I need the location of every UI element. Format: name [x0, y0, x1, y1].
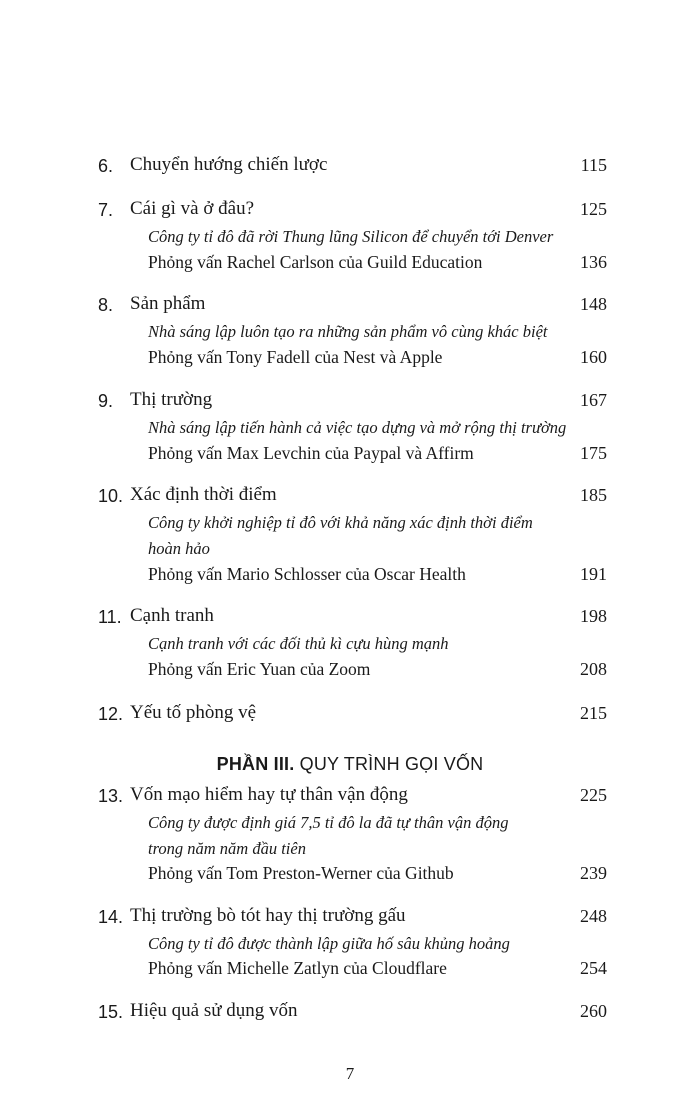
chapter-title: Thị trường bò tót hay thị trường gấu	[130, 905, 406, 926]
chapter-title: Yếu tố phòng vệ	[130, 702, 257, 723]
chapter-subtitle-line: Công ty được định giá 7,5 tỉ đô la đã tự thân vận động	[148, 813, 509, 832]
chapter-subtitle	[0, 837, 700, 863]
chapter-title: Sản phẩm	[130, 293, 206, 314]
chapter-title: Cái gì và ở đâu?	[130, 198, 255, 219]
chapter-page: 215	[580, 703, 607, 723]
chapter-title: Chuyển hướng chiến lược	[130, 154, 328, 175]
part-heading	[0, 754, 700, 775]
interview-title: Phỏng vấn Tony Fadell của Nest và Apple	[148, 347, 443, 367]
chapter-title: Cạnh tranh	[130, 605, 214, 626]
chapter-subtitle	[0, 511, 700, 537]
part-title: QUY TRÌNH GỌI VỐN	[299, 754, 484, 774]
interview-entry	[0, 957, 700, 983]
chapter-subtitle	[0, 632, 700, 658]
chapter-title: Thị trường	[130, 389, 213, 410]
chapter-subtitle	[0, 811, 700, 837]
toc-entry-chapter-14	[0, 905, 700, 931]
page-number: 7	[345, 1064, 355, 1083]
chapter-page: 167	[580, 390, 607, 410]
chapter-subtitle	[0, 225, 700, 251]
interview-entry	[0, 251, 700, 277]
toc-entry-chapter-15	[0, 1000, 700, 1026]
chapter-subtitle-line: Công ty tỉ đô đã rời Thung lũng Silicon để chuyển tới Denver	[148, 227, 554, 246]
chapter-number: 13.	[98, 786, 124, 806]
interview-title: Phỏng vấn Michelle Zatlyn của Cloudflare	[148, 958, 447, 978]
chapter-subtitle-line: Nhà sáng lập tiến hành cả việc tạo dựng và mở rộng thị trường	[148, 418, 567, 437]
interview-title: Phỏng vấn Tom Preston-Werner của Github	[148, 863, 454, 883]
chapter-number: 12.	[98, 704, 124, 724]
chapter-subtitle-line: Công ty khởi nghiệp tỉ đô với khả năng xác định thời điểm	[148, 513, 533, 532]
chapter-number: 7.	[98, 200, 114, 220]
chapter-subtitle	[0, 537, 700, 563]
interview-entry	[0, 442, 700, 468]
chapter-page: 115	[580, 155, 607, 175]
chapter-number: 15.	[98, 1002, 124, 1022]
chapter-number: 8.	[98, 295, 114, 315]
interview-page: 208	[580, 659, 607, 679]
toc-entry-chapter-13	[0, 784, 700, 810]
chapter-subtitle-line: trong năm năm đầu tiên	[148, 839, 306, 858]
interview-page: 239	[580, 863, 607, 883]
toc-entry-chapter-10	[0, 484, 700, 510]
chapter-number: 14.	[98, 907, 124, 927]
interview-title: Phỏng vấn Eric Yuan của Zoom	[148, 659, 371, 679]
chapter-title: Vốn mạo hiểm hay tự thân vận động	[130, 784, 408, 805]
chapter-subtitle	[0, 932, 700, 958]
chapter-page: 225	[580, 785, 607, 805]
chapter-page: 148	[580, 294, 607, 314]
chapter-subtitle-line: Công ty tỉ đô được thành lập giữa hố sâu khủng hoảng	[148, 934, 510, 953]
chapter-page: 198	[580, 606, 607, 626]
interview-page: 136	[580, 252, 607, 272]
interview-entry	[0, 658, 700, 684]
chapter-page: 248	[580, 906, 607, 926]
part-label: PHẦN III.	[216, 754, 295, 774]
interview-title: Phỏng vấn Max Levchin của Paypal và Affirm	[148, 443, 474, 463]
chapter-number: 9.	[98, 391, 114, 411]
chapter-subtitle-line: Cạnh tranh với các đối thủ kì cựu hùng mạnh	[148, 634, 449, 653]
interview-title: Phỏng vấn Rachel Carlson của Guild Education	[148, 252, 483, 272]
toc-entry-chapter-8	[0, 293, 700, 319]
chapter-page: 185	[580, 485, 607, 505]
chapter-page: 125	[580, 199, 607, 219]
interview-page: 175	[580, 443, 607, 463]
toc-entry-chapter-6	[0, 154, 700, 180]
chapter-number: 6.	[98, 156, 114, 176]
chapter-subtitle-line: hoàn hảo	[148, 539, 210, 558]
interview-page: 160	[580, 347, 607, 367]
interview-entry	[0, 346, 700, 372]
chapter-subtitle	[0, 416, 700, 442]
chapter-number: 10.	[98, 486, 124, 506]
chapter-subtitle-line: Nhà sáng lập luôn tạo ra những sản phẩm vô cùng khác biệt	[148, 322, 548, 341]
toc-entry-chapter-11	[0, 605, 700, 631]
interview-page: 254	[580, 958, 607, 978]
chapter-title: Hiệu quả sử dụng vốn	[130, 1000, 298, 1021]
interview-page: 191	[580, 564, 607, 584]
chapter-page: 260	[580, 1001, 607, 1021]
interview-title: Phỏng vấn Mario Schlosser của Oscar Health	[148, 564, 466, 584]
toc-entry-chapter-12	[0, 702, 700, 728]
chapter-subtitle	[0, 320, 700, 346]
chapter-title: Xác định thời điểm	[130, 484, 277, 505]
interview-entry	[0, 862, 700, 888]
toc-entry-chapter-7	[0, 198, 700, 224]
interview-entry	[0, 563, 700, 589]
toc-entry-chapter-9	[0, 389, 700, 415]
chapter-number: 11.	[98, 607, 122, 627]
